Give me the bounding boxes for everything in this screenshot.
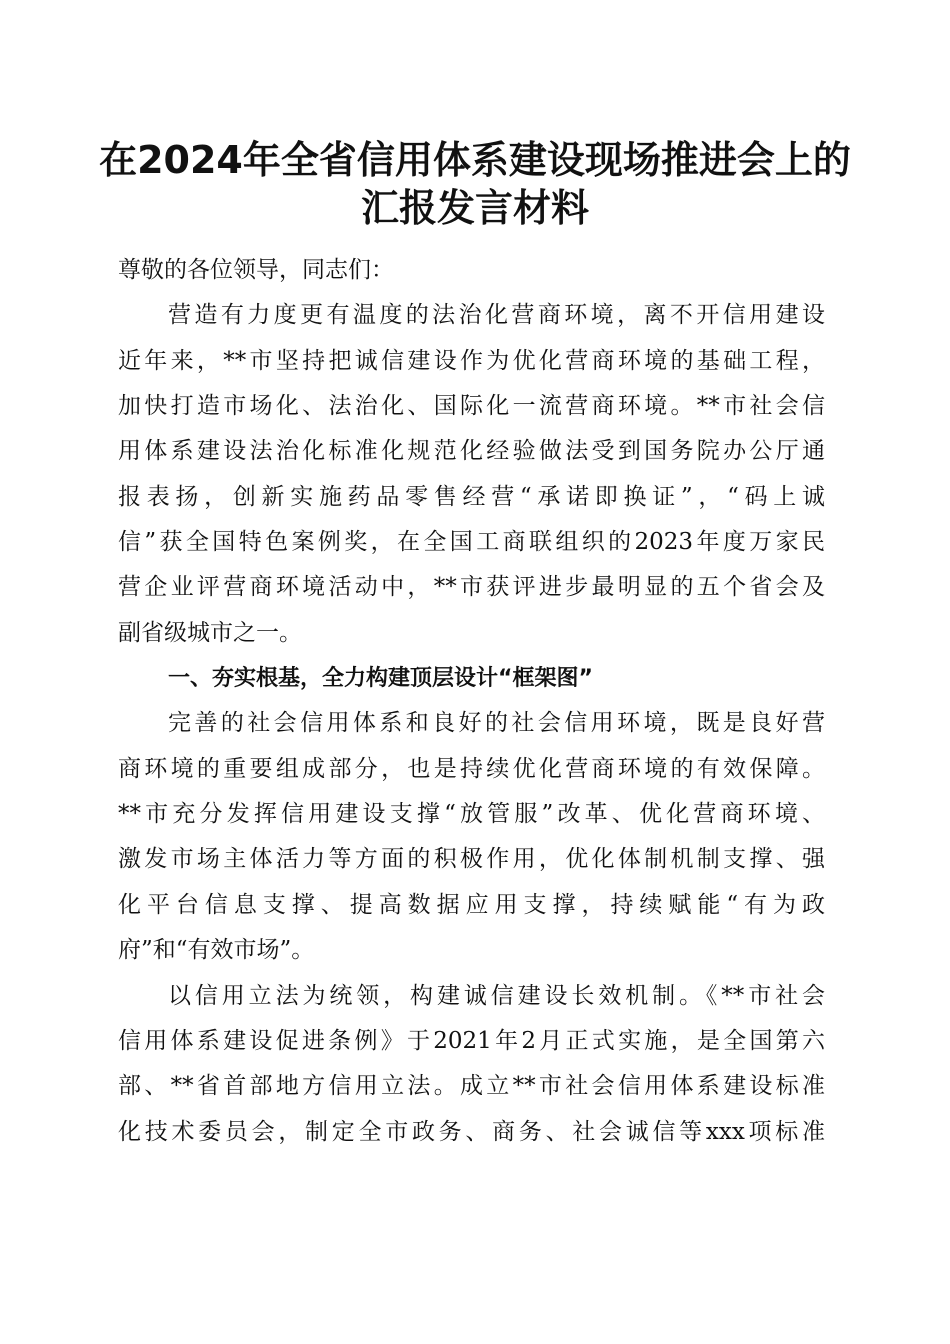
document-title-line-1: 在2024年全省信用体系建设现场推进会上的 bbox=[99, 138, 851, 182]
body-line: 尊敬的各位领导，同志们： bbox=[118, 257, 394, 283]
body-line: 副省级城市之一。 bbox=[118, 619, 302, 646]
body-line: 化平台信息支撑、提高数据应用支撑，持续赋能“有为政 bbox=[118, 891, 825, 918]
document-body bbox=[118, 248, 825, 1155]
body-line: **市充分发挥信用建设支撑“放管服”改革、优化营商环境、 bbox=[118, 801, 825, 828]
body-line: 部、**省首部地方信用立法。成立**市社会信用体系建设标准 bbox=[118, 1073, 825, 1100]
document-title-line-2: 汇报发言材料 bbox=[360, 186, 589, 230]
body-line: 以信用立法为统领，构建诚信建设长效机制。《**市社会 bbox=[168, 982, 825, 1009]
body-line: 完善的社会信用体系和良好的社会信用环境，既是良好营 bbox=[168, 710, 825, 737]
body-line: 营企业评营商环境活动中，**市获评进步最明显的五个省会及 bbox=[118, 574, 825, 601]
body-line: 化技术委员会，制定全市政务、商务、社会诚信等xxx项标准 bbox=[118, 1118, 825, 1145]
body-line: 营造有力度更有温度的法治化营商环境，离不开信用建设 bbox=[168, 302, 825, 329]
body-line: 加快打造市场化、法治化、国际化一流营商环境。**市社会信 bbox=[118, 393, 825, 420]
body-line: 报表扬，创新实施药品零售经营“承诺即换证”，“码上诚 bbox=[118, 483, 825, 510]
body-line: 府”和“有效市场”。 bbox=[118, 937, 315, 964]
body-line: 商环境的重要组成部分，也是持续优化营商环境的有效保障。 bbox=[118, 755, 825, 782]
body-line: 信用体系建设促进条例》于2021年2月正式实施，是全国第六 bbox=[118, 1027, 825, 1054]
body-line: 激发市场主体活力等方面的积极作用，优化体制机制支撑、强 bbox=[118, 846, 825, 873]
body-line: 近年来，**市坚持把诚信建设作为优化营商环境的基础工程， bbox=[118, 347, 825, 374]
section-heading: 一、夯实根基，全力构建顶层设计“框架图” bbox=[168, 666, 593, 692]
body-line: 用体系建设法治化标准化规范化经验做法受到国务院办公厅通 bbox=[118, 438, 825, 465]
body-line: 信”获全国特色案例奖，在全国工商联组织的2023年度万家民 bbox=[118, 529, 825, 556]
